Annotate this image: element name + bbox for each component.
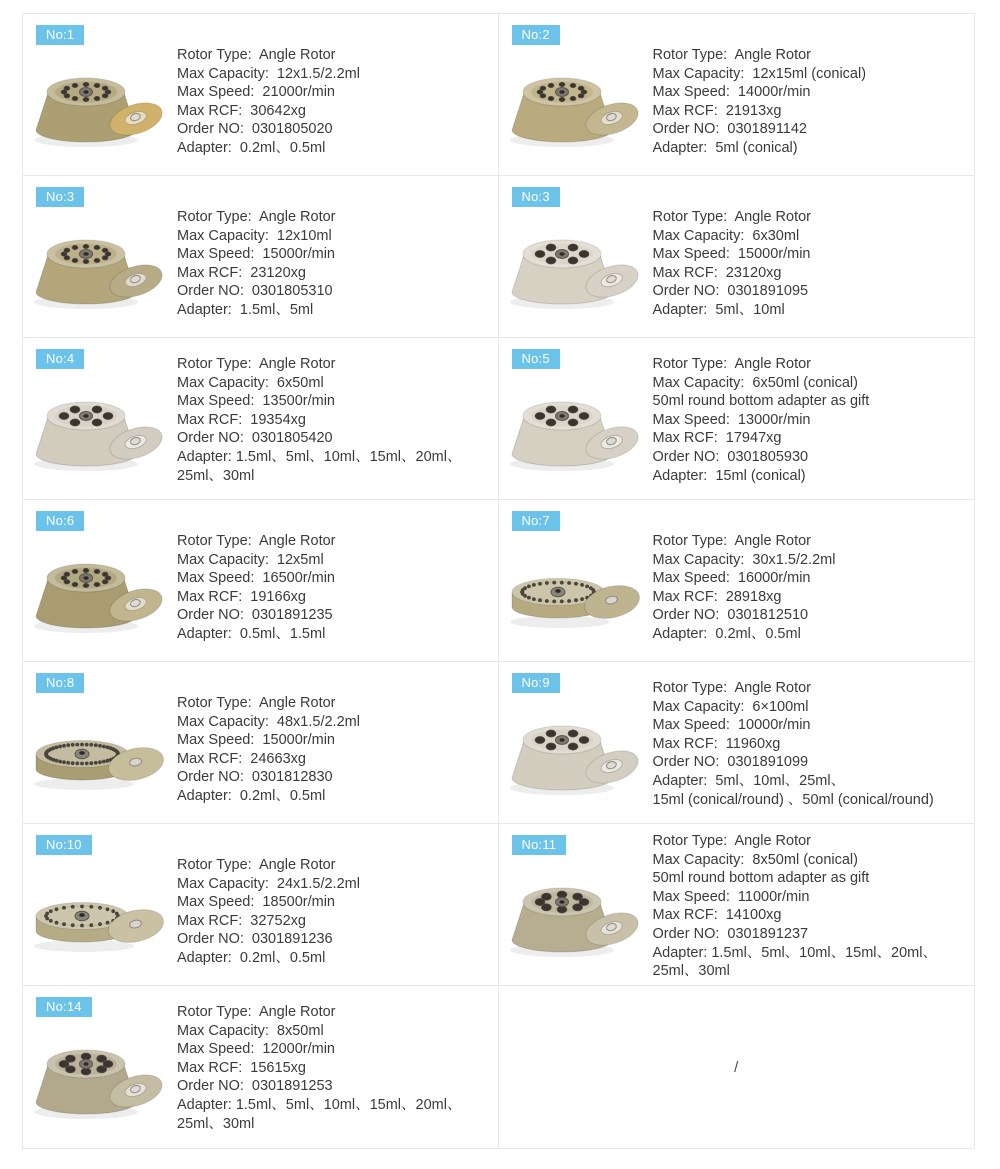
- rotor-specs: [175, 986, 498, 1148]
- spec-line: Max Capacity: 12x5ml: [177, 551, 324, 568]
- rotor-cell: [499, 500, 975, 662]
- spec-line: Max Speed: 11000r/min: [652, 888, 810, 905]
- rotor-specs: [175, 14, 498, 175]
- spec-line: Order NO: 0301891095: [652, 283, 809, 300]
- rotor-number-badge: No:14: [36, 997, 92, 1017]
- angle-rotor-photo: [32, 55, 166, 151]
- spec-line: Max Speed: 10000r/min: [652, 717, 811, 734]
- spec-line: Rotor Type: Angle Rotor: [177, 533, 336, 549]
- spec-line: Max RCF: 24663xg: [177, 750, 306, 767]
- spec-line: 50ml round bottom adapter as gift: [652, 393, 870, 410]
- rotor-specs: [651, 338, 975, 499]
- spec-line: Order NO: 0301805020: [177, 121, 333, 138]
- rotor-cell: [23, 986, 499, 1148]
- spec-line: Max RCF: 21913xg: [652, 102, 782, 119]
- spec-line: Adapter: 0.2ml、0.5ml: [177, 949, 326, 966]
- spec-line: Max Speed: 12000r/min: [177, 1041, 335, 1058]
- spec-line: Max Capacity: 12x10ml: [177, 227, 332, 244]
- spec-line: Adapter: 1.5ml、5ml: [177, 301, 314, 318]
- spec-line: Adapter: 1.5ml、5ml、10ml、15ml、20ml、: [177, 1096, 462, 1113]
- rotor-specs: [651, 824, 975, 985]
- spec-line: Max Speed: 13000r/min: [652, 411, 811, 428]
- rotor-number-badge: No:7: [512, 511, 560, 531]
- spec-line: Rotor Type: Angle Rotor: [652, 356, 812, 372]
- angle-rotor-photo: [32, 865, 166, 961]
- spec-line: Max RCF: 19166xg: [177, 588, 306, 605]
- spec-line: Max Capacity: 6x30ml: [652, 227, 800, 244]
- spec-line: Max RCF: 23120xg: [177, 264, 306, 281]
- spec-line: 25ml、30ml: [177, 1115, 255, 1132]
- rotor-cell: [499, 824, 975, 986]
- angle-rotor-photo: [508, 217, 642, 313]
- spec-line: Max RCF: 23120xg: [652, 264, 782, 281]
- rotor-specs: [651, 176, 975, 337]
- rotor-cell: [23, 662, 499, 824]
- spec-line: Max Speed: 15000r/min: [177, 732, 335, 749]
- rotor-number-badge: No:10: [36, 835, 92, 855]
- spec-line: Max Capacity: 8x50ml: [177, 1022, 324, 1039]
- angle-rotor-photo: [32, 541, 166, 637]
- spec-line: Rotor Type: Angle Rotor: [652, 533, 812, 549]
- spec-line: Order NO: 0301891142: [652, 121, 807, 138]
- spec-line: 15ml (conical/round) 、50ml (conical/round): [652, 791, 934, 808]
- spec-line: Rotor Type: Angle Rotor: [177, 209, 336, 225]
- spec-line: Max Capacity: 12x1.5/2.2ml: [177, 65, 360, 82]
- rotor-number-badge: No:6: [36, 511, 84, 531]
- spec-line: Adapter: 1.5ml、5ml、10ml、15ml、20ml、: [652, 944, 937, 961]
- rotor-specs: [651, 500, 975, 661]
- spec-line: Max Speed: 13500r/min: [177, 393, 335, 410]
- spec-line: Max Capacity: 6x50ml: [177, 374, 324, 391]
- spec-line: 25ml、30ml: [177, 467, 255, 484]
- angle-rotor-photo: [508, 541, 642, 637]
- angle-rotor-photo: [508, 55, 642, 151]
- spec-line: Adapter: 1.5ml、5ml、10ml、15ml、20ml、: [177, 448, 462, 465]
- empty-cell-placeholder: /: [734, 1058, 739, 1076]
- rotor-number-badge: No:1: [36, 25, 84, 45]
- rotor-cell: [499, 662, 975, 824]
- rotor-number-badge: No:4: [36, 349, 84, 369]
- spec-line: Order NO: 0301805310: [177, 283, 333, 300]
- rotor-specs: [175, 824, 498, 985]
- angle-rotor-photo: [32, 1027, 166, 1123]
- spec-line: Rotor Type: Angle Rotor: [177, 47, 336, 63]
- spec-line: Max Speed: 18500r/min: [177, 894, 335, 911]
- rotor-cell: [23, 338, 499, 500]
- rotor-number-badge: No:2: [512, 25, 560, 45]
- angle-rotor-photo: [32, 703, 166, 799]
- rotor-specs: [175, 500, 498, 661]
- rotor-number-badge: No:9: [512, 673, 560, 693]
- angle-rotor-photo: [508, 865, 642, 961]
- rotor-cell: [499, 986, 975, 1148]
- spec-line: Max Speed: 21000r/min: [177, 84, 335, 101]
- spec-line: Order NO: 0301891236: [177, 931, 333, 948]
- spec-line: Max Speed: 15000r/min: [177, 246, 335, 263]
- spec-line: Rotor Type: Angle Rotor: [177, 695, 336, 711]
- spec-line: Max RCF: 11960xg: [652, 735, 781, 752]
- rotor-cell: [23, 824, 499, 986]
- rotor-cell: [499, 176, 975, 338]
- spec-line: Max RCF: 19354xg: [177, 411, 306, 428]
- spec-line: Adapter: 0.2ml、0.5ml: [652, 625, 801, 642]
- spec-line: Max RCF: 15615xg: [177, 1059, 306, 1076]
- spec-line: Max Speed: 14000r/min: [652, 84, 811, 101]
- spec-line: Rotor Type: Angle Rotor: [652, 680, 812, 696]
- spec-line: Max Speed: 16000r/min: [652, 570, 811, 587]
- spec-line: Max Capacity: 6×100ml: [652, 698, 809, 715]
- spec-line: Adapter: 0.2ml、0.5ml: [177, 787, 326, 804]
- spec-line: Max Capacity: 6x50ml (conical): [652, 374, 858, 391]
- spec-line: Rotor Type: Angle Rotor: [177, 857, 336, 873]
- spec-line: Max Capacity: 48x1.5/2.2ml: [177, 713, 360, 730]
- spec-line: Max RCF: 30642xg: [177, 102, 306, 119]
- spec-line: Max Speed: 16500r/min: [177, 570, 335, 587]
- spec-line: Max Capacity: 24x1.5/2.2ml: [177, 875, 360, 892]
- spec-line: Order NO: 0301805930: [652, 448, 809, 465]
- rotor-specs: [175, 338, 498, 499]
- rotor-cell: [23, 176, 499, 338]
- angle-rotor-photo: [32, 379, 166, 475]
- spec-line: Order NO: 0301891253: [177, 1078, 333, 1095]
- spec-line: Rotor Type: Angle Rotor: [177, 1004, 336, 1020]
- spec-line: Max Speed: 15000r/min: [652, 246, 811, 263]
- spec-line: Order NO: 0301805420: [177, 430, 333, 447]
- spec-line: Max RCF: 17947xg: [652, 430, 782, 447]
- spec-line: 25ml、30ml: [652, 963, 730, 980]
- angle-rotor-photo: [32, 217, 166, 313]
- rotor-specs: [175, 176, 498, 337]
- rotor-number-badge: No:5: [512, 349, 560, 369]
- rotor-cell: [23, 14, 499, 176]
- angle-rotor-photo: [508, 379, 642, 475]
- spec-line: Rotor Type: Angle Rotor: [652, 209, 812, 225]
- spec-line: Order NO: 0301812830: [177, 769, 333, 786]
- angle-rotor-photo: [508, 703, 642, 799]
- spec-line: Max Capacity: 30x1.5/2.2ml: [652, 551, 836, 568]
- spec-line: Rotor Type: Angle Rotor: [652, 833, 812, 849]
- spec-line: Order NO: 0301891099: [652, 754, 809, 771]
- spec-line: Adapter: 15ml (conical): [652, 467, 806, 484]
- spec-line: Max RCF: 14100xg: [652, 907, 782, 924]
- spec-line: Max RCF: 32752xg: [177, 912, 306, 929]
- spec-line: Rotor Type: Angle Rotor: [652, 47, 812, 63]
- rotor-number-badge: No:8: [36, 673, 84, 693]
- spec-line: 50ml round bottom adapter as gift: [652, 870, 870, 887]
- spec-line: Adapter: 0.2ml、0.5ml: [177, 139, 326, 156]
- spec-line: Max Capacity: 8x50ml (conical): [652, 851, 858, 868]
- spec-line: Order NO: 0301891235: [177, 607, 333, 624]
- rotor-specs: [651, 14, 975, 175]
- rotor-specs: [651, 662, 975, 823]
- spec-line: Order NO: 0301812510: [652, 607, 809, 624]
- spec-line: Max Capacity: 12x15ml (conical): [652, 65, 867, 82]
- rotor-spec-table: [22, 13, 975, 1149]
- spec-line: Adapter: 0.5ml、1.5ml: [177, 625, 326, 642]
- spec-line: Rotor Type: Angle Rotor: [177, 356, 336, 372]
- rotor-number-badge: No:11: [512, 835, 567, 855]
- rotor-number-badge: No:3: [36, 187, 84, 207]
- rotor-specs: [175, 662, 498, 823]
- spec-line: Adapter: 5ml (conical): [652, 139, 798, 156]
- rotor-number-badge: No:3: [512, 187, 560, 207]
- spec-line: Max RCF: 28918xg: [652, 588, 782, 605]
- rotor-cell: [499, 14, 975, 176]
- rotor-cell: [499, 338, 975, 500]
- spec-line: Adapter: 5ml、10ml、25ml、: [652, 772, 846, 789]
- spec-line: Adapter: 5ml、10ml: [652, 301, 785, 318]
- spec-line: Order NO: 0301891237: [652, 925, 809, 942]
- rotor-cell: [23, 500, 499, 662]
